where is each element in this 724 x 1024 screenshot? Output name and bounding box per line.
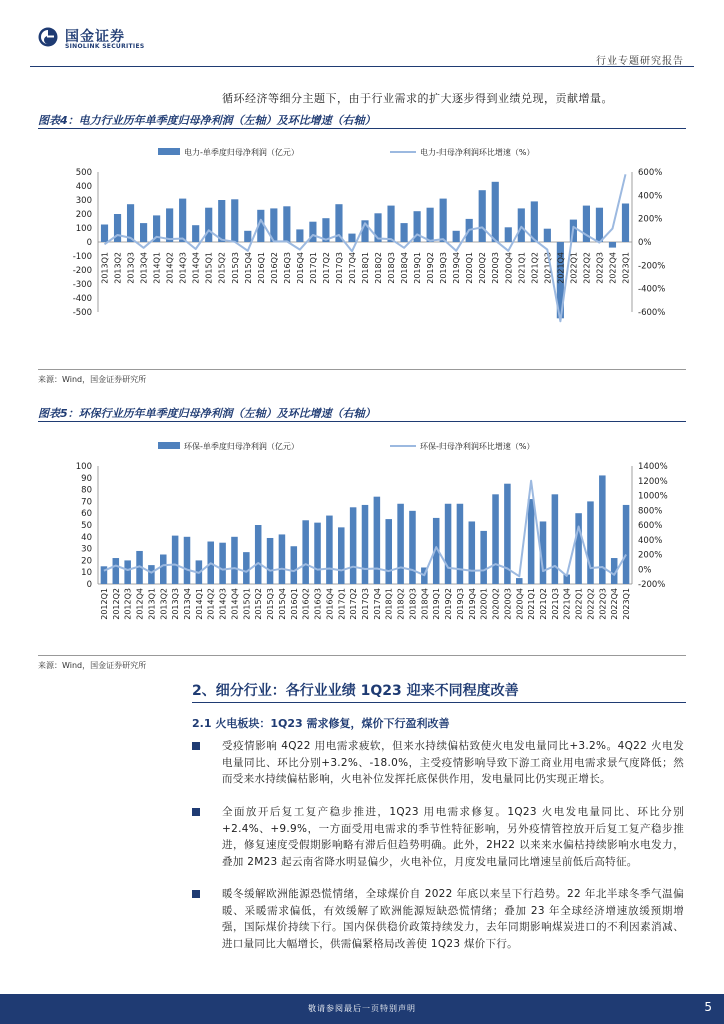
category-label: 2014Q1 [152, 252, 162, 284]
category-label: 2015Q2 [254, 588, 264, 620]
bullet-text: 受疫情影响 4Q22 用电需求疲软，但来水持续偏枯致使火电发电量同比+3.2%。4Q22 火电发电量同比、环比分别+3.2%、-18.0%，主受疫情影响导致下游工商业用电需求景气度降低；然而受来水持续偏枯影响，火电补位发挥托底保供作用，发电量同比仍实现正增长。 [222, 740, 684, 785]
category-label: 2012Q1 [99, 588, 109, 620]
bar-2020Q3 [492, 182, 499, 242]
category-label: 2013Q1 [147, 588, 157, 620]
figure5-source: 来源：Wind，国金证券研究所 [38, 661, 147, 670]
bar-2018Q2 [397, 504, 404, 584]
category-label: 2018Q2 [396, 588, 406, 620]
figure4-title: 图表4：电力行业历年单季度归母净利润（左轴）及环比增速（右轴） [38, 114, 376, 127]
bar-2021Q3 [552, 494, 559, 584]
left-axis-tick-label: 60 [81, 509, 92, 520]
category-label: 2014Q3 [178, 252, 188, 284]
category-label: 2017Q2 [349, 588, 359, 620]
bullet-item [192, 886, 686, 962]
bar-2015Q3 [267, 538, 274, 584]
left-axis-tick-label: 200 [75, 210, 92, 220]
left-axis-tick-label: -300 [72, 280, 92, 290]
category-label: 2020Q4 [515, 588, 525, 620]
category-label: 2018Q1 [384, 588, 394, 620]
right-axis-tick-label: -200% [638, 580, 666, 590]
left-axis-tick-label: 10 [81, 568, 92, 579]
category-label: 2015Q1 [242, 588, 252, 620]
bar-2014Q2 [166, 208, 173, 242]
figure5-chart [38, 436, 686, 651]
bar-2022Q2 [587, 501, 594, 584]
right-axis-tick-label: 1200% [638, 476, 668, 487]
left-axis-tick-label: 100 [75, 462, 92, 472]
page-header [0, 0, 724, 70]
category-label: 2022Q4 [610, 588, 620, 620]
bar-2015Q4 [279, 534, 286, 584]
left-axis-tick-label: 0 [86, 580, 92, 590]
legend-bar-label: 电力-单季度归母净利润（亿元） [184, 148, 299, 157]
category-label: 2016Q3 [282, 251, 292, 284]
bar-2023Q1 [623, 505, 630, 584]
category-label: 2015Q2 [217, 252, 227, 284]
bar-2022Q4 [609, 242, 616, 248]
bar-2020Q4 [516, 578, 523, 584]
category-label: 2022Q3 [598, 588, 608, 620]
legend-bar-label: 环保-单季度归母净利润（亿元） [184, 442, 299, 451]
bar-2020Q4 [505, 227, 512, 242]
category-label: 2020Q3 [503, 588, 513, 620]
bar-2021Q3 [544, 229, 551, 242]
bar-2016Q2 [302, 520, 309, 584]
left-axis-tick-label: -400 [72, 294, 92, 304]
bar-2013Q3 [172, 536, 179, 584]
figure4-source: 来源：Wind，国金证券研究所 [38, 375, 147, 384]
bullet-square-icon [192, 808, 200, 816]
header-divider [30, 66, 694, 67]
category-label: 2021Q1 [517, 252, 527, 284]
bar-2019Q4 [453, 231, 460, 242]
bar-2016Q1 [291, 546, 298, 584]
category-label: 2013Q3 [126, 252, 136, 284]
bullet-item [192, 804, 686, 880]
bar-2021Q1 [518, 208, 525, 242]
category-label: 2014Q3 [218, 588, 228, 620]
category-label: 2020Q1 [479, 588, 489, 620]
category-label: 2015Q4 [277, 588, 287, 620]
bar-2020Q2 [492, 494, 499, 584]
category-label: 2015Q1 [204, 252, 214, 284]
category-label: 2014Q2 [206, 588, 216, 620]
bar-2013Q1 [148, 565, 155, 584]
category-label: 2019Q2 [444, 588, 454, 620]
bar-2019Q3 [457, 504, 464, 584]
bar-2022Q1 [575, 513, 582, 584]
category-label: 2017Q1 [337, 588, 347, 620]
left-axis-tick-label: 20 [81, 556, 92, 567]
category-label: 2013Q2 [113, 252, 123, 284]
bar-2016Q4 [326, 516, 333, 584]
bar-2018Q1 [385, 519, 392, 584]
category-label: 2021Q3 [543, 252, 553, 284]
category-label: 2014Q1 [194, 588, 204, 620]
category-label: 2018Q4 [420, 588, 430, 620]
category-label: 2016Q3 [313, 588, 323, 620]
category-label: 2019Q2 [426, 252, 436, 284]
category-label: 2015Q3 [230, 252, 240, 284]
bar-2018Q3 [387, 206, 394, 242]
legend-line-label: 环保-归母净利润环比增速（%） [420, 442, 535, 451]
category-label: 2021Q1 [527, 588, 537, 620]
bullet-square-icon [192, 742, 200, 750]
left-axis-tick-label: 90 [81, 473, 92, 484]
page-number: 5 [704, 1000, 712, 1014]
bar-2015Q2 [218, 200, 225, 242]
left-axis-tick-label: 100 [75, 224, 92, 234]
left-axis-tick-label: 80 [81, 485, 92, 496]
bullet-text: 全面放开后复工复产稳步推进，1Q23 用电需求修复。1Q23 火电发电量同比、环比分别+2.4%、+9.9%，一方面受用电需求的季节性特征影响，另外疫情管控放开后复工复产稳步推进，修复速度受假期影响略有滞后但趋势明确。此外，2H22 以来来水偏枯持续影响水电发力，叠加 2M23 起云南省降水明显偏少，火电补位，月度发电量同比增速呈前低后高特征。 [222, 806, 684, 868]
bar-2018Q4 [400, 223, 407, 242]
category-label: 2022Q3 [595, 252, 605, 284]
category-label: 2023Q1 [621, 252, 631, 284]
category-label: 2023Q1 [622, 588, 632, 620]
left-axis-tick-label: -100 [72, 252, 92, 262]
logo-cn: 国金证券 [65, 29, 125, 45]
bar-2014Q4 [231, 537, 238, 584]
bullet-text: 暖冬缓解欧洲能源恐慌情绪，全球煤价自 2022 年底以来呈下行趋势。22 年北半球冬季气温偏暖、采暖需求偏低，有效缓解了欧洲能源短缺恐慌情绪；叠加 23 年全球经济增速放缓预期增强，国际煤价持续下行。国内保供稳价政策持续发力，去年同期影响煤炭进口的不利因素消减、进口量同比大幅增长，供需偏紧格局改善使 1Q23 煤价下行。 [222, 888, 684, 950]
category-label: 2022Q1 [569, 252, 579, 284]
right-axis-tick-label: 1400% [638, 462, 668, 472]
bar-2021Q1 [528, 499, 535, 584]
bar-2017Q1 [338, 527, 345, 584]
logo-en: SINOLINK SECURITIES [65, 43, 145, 50]
footer-disclaimer: 敬请参阅最后一页特别声明 [308, 1004, 416, 1013]
category-label: 2013Q1 [100, 252, 110, 284]
bar-2013Q4 [184, 537, 191, 584]
left-axis-tick-label: -200 [72, 266, 92, 276]
bar-2023Q1 [622, 204, 629, 243]
category-label: 2017Q2 [321, 252, 331, 284]
category-label: 2020Q2 [478, 252, 488, 284]
left-axis-tick-label: 300 [75, 196, 92, 206]
left-axis-tick-label: 50 [81, 521, 92, 531]
bar-2015Q4 [244, 231, 251, 242]
bar-2020Q1 [480, 531, 487, 584]
right-axis-tick-label: -400% [638, 284, 666, 295]
bar-2022Q3 [596, 208, 603, 242]
category-label: 2020Q4 [504, 252, 514, 284]
category-label: 2021Q2 [530, 252, 540, 284]
sinolink-logo-icon [38, 27, 58, 47]
category-label: 2019Q4 [452, 252, 462, 284]
left-axis-tick-label: 30 [81, 544, 92, 555]
category-label: 2018Q1 [361, 252, 370, 284]
bar-2013Q4 [140, 223, 147, 242]
legend-line-label: 电力-归母净利润环比增速（%） [420, 148, 535, 157]
right-axis-tick-label: 400% [638, 191, 663, 202]
category-label: 2016Q2 [269, 252, 279, 284]
category-label: 2017Q3 [361, 588, 370, 620]
section-divider [192, 702, 686, 703]
bar-2019Q3 [440, 199, 447, 242]
category-label: 2018Q4 [400, 252, 410, 284]
category-label: 2019Q3 [455, 588, 465, 620]
category-label: 2020Q2 [491, 588, 501, 620]
category-label: 2018Q3 [387, 252, 397, 284]
bar-2015Q2 [255, 525, 262, 584]
bar-2017Q4 [348, 234, 355, 242]
bullet-square-icon [192, 890, 200, 898]
right-axis-tick-label: 400% [638, 535, 663, 546]
bar-2014Q3 [179, 199, 186, 242]
category-label: 2016Q4 [295, 252, 305, 284]
right-axis-tick-label: 200% [638, 550, 663, 561]
category-label: 2019Q4 [467, 588, 477, 620]
right-axis-tick-label: 1000% [638, 491, 668, 502]
figure4-chart [38, 140, 686, 365]
category-label: 2014Q4 [230, 588, 240, 620]
category-label: 2015Q3 [266, 588, 276, 620]
category-label: 2022Q4 [608, 252, 618, 284]
category-label: 2019Q3 [439, 252, 449, 284]
category-label: 2021Q4 [556, 252, 566, 284]
left-axis-tick-label: 0 [86, 238, 92, 248]
bar-2017Q4 [374, 497, 381, 584]
bar-2019Q2 [445, 504, 452, 584]
category-label: 2015Q4 [243, 252, 253, 284]
left-axis-tick-label: 400 [75, 182, 92, 192]
bar-2017Q3 [362, 505, 369, 584]
category-label: 2022Q2 [582, 252, 592, 284]
category-label: 2014Q4 [191, 252, 201, 284]
figure5-top-rule [38, 421, 686, 422]
category-label: 2019Q1 [432, 588, 442, 620]
left-axis-tick-label: -500 [72, 308, 92, 318]
figure5-source-rule [38, 655, 686, 656]
bar-2018Q3 [409, 511, 416, 584]
figure4-top-rule [38, 128, 686, 129]
bar-2020Q2 [479, 190, 486, 242]
bullet-item [192, 738, 686, 798]
right-axis-tick-label: 600% [638, 521, 663, 531]
right-axis-tick-label: -600% [638, 308, 666, 318]
category-label: 2016Q2 [301, 588, 311, 620]
category-label: 2020Q3 [491, 252, 501, 284]
legend-bar-swatch [158, 148, 180, 155]
bar-2012Q2 [113, 558, 120, 584]
bar-2019Q2 [427, 208, 434, 242]
bar-2012Q3 [124, 560, 131, 584]
category-label: 2020Q1 [465, 252, 475, 284]
right-axis-tick-label: 200% [638, 214, 663, 225]
category-label: 2012Q4 [135, 588, 145, 620]
category-label: 2013Q4 [183, 588, 192, 620]
category-label: 2016Q1 [289, 588, 299, 620]
right-axis-tick-label: 0% [638, 565, 652, 576]
subsection-title: 2.1 火电板块：1Q23 需求修复，煤价下行盈利改善 [192, 717, 450, 730]
category-label: 2021Q3 [550, 588, 560, 620]
report-type: 行业专题研究报告 [596, 56, 684, 67]
category-label: 2012Q3 [123, 588, 133, 620]
figure5-title: 图表5：环保行业历年单季度归母净利润（左轴）及环比增速（右轴） [38, 407, 376, 420]
category-label: 2019Q1 [413, 252, 423, 284]
bar-2019Q4 [469, 521, 476, 584]
figure4-source-rule [38, 369, 686, 370]
category-label: 2016Q1 [256, 252, 266, 284]
category-label: 2017Q4 [347, 252, 357, 284]
bar-2013Q1 [101, 225, 108, 243]
growth-rate-line [105, 174, 626, 321]
bar-2014Q4 [192, 225, 199, 242]
category-label: 2018Q2 [374, 252, 384, 284]
category-label: 2022Q1 [574, 588, 584, 620]
right-axis-tick-label: 800% [638, 506, 663, 517]
page-footer [0, 994, 724, 1024]
bar-2017Q2 [350, 507, 357, 584]
bar-2016Q3 [283, 206, 290, 242]
legend-bar-swatch [158, 442, 180, 449]
intro-line: 循环经济等细分主题下，由于行业需求的扩大逐步得到业绩兑现，贡献增量。 [222, 92, 613, 105]
bar-2016Q3 [314, 523, 321, 584]
category-label: 2012Q2 [111, 588, 121, 620]
category-label: 2021Q2 [539, 588, 548, 620]
left-axis-tick-label: 70 [81, 497, 92, 508]
category-label: 2016Q4 [325, 588, 335, 620]
category-label: 2022Q2 [586, 588, 596, 620]
section-title: 2、细分行业：各行业业绩 1Q23 迎来不同程度改善 [192, 683, 519, 699]
category-label: 2017Q1 [308, 252, 318, 284]
bar-2014Q3 [219, 543, 226, 584]
bar-2015Q1 [243, 552, 250, 584]
category-label: 2017Q4 [372, 588, 382, 620]
left-axis-tick-label: 40 [81, 532, 92, 543]
bar-2015Q3 [231, 199, 238, 242]
category-label: 2014Q2 [165, 252, 175, 284]
right-axis-tick-label: -200% [638, 261, 666, 272]
category-label: 2021Q4 [562, 588, 572, 620]
bar-2016Q4 [296, 229, 303, 242]
category-label: 2018Q3 [408, 588, 418, 620]
category-label: 2013Q4 [139, 252, 149, 284]
right-axis-tick-label: 0% [638, 238, 652, 248]
bar-2013Q2 [160, 555, 167, 585]
category-label: 2017Q3 [334, 252, 344, 284]
category-label: 2013Q3 [171, 588, 181, 620]
bar-2015Q1 [205, 208, 212, 242]
left-axis-tick-label: 500 [75, 168, 92, 178]
right-axis-tick-label: 600% [638, 168, 663, 178]
category-label: 2013Q2 [159, 588, 169, 620]
